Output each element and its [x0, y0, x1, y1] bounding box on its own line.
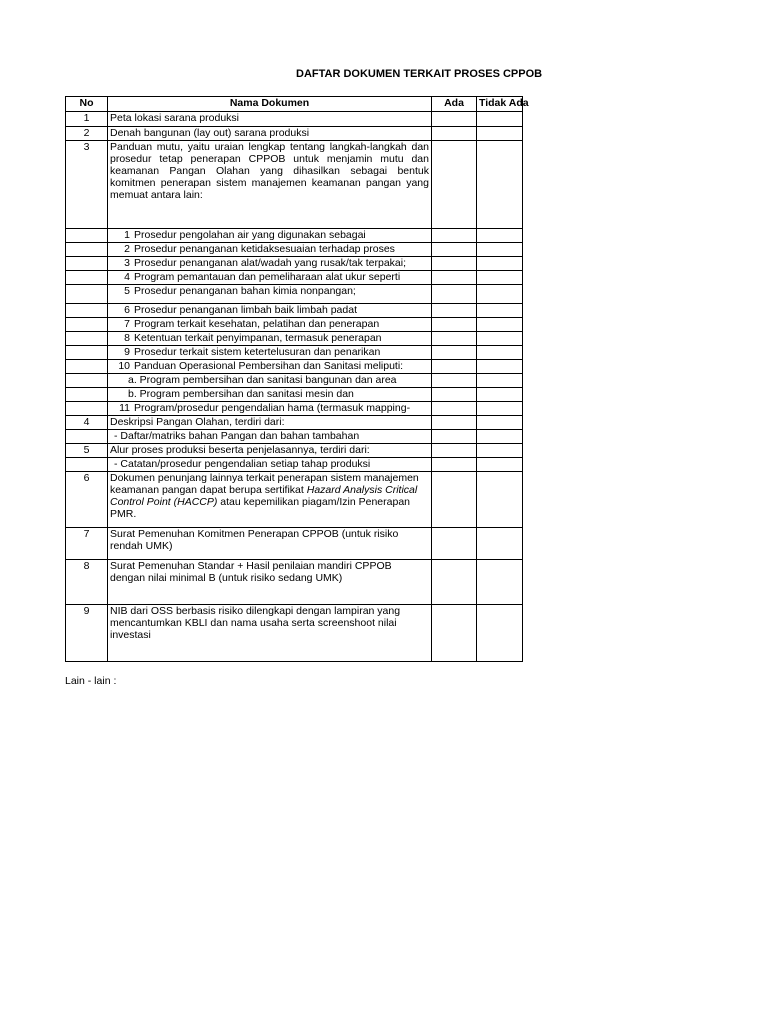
row-number: 7: [66, 528, 108, 560]
tidak-ada-cell[interactable]: [477, 332, 523, 346]
row-number: [66, 318, 108, 332]
row-number: [66, 304, 108, 318]
sub-item: - Daftar/matriks bahan Pangan dan bahan tambahan: [108, 430, 432, 444]
ada-cell[interactable]: [432, 402, 477, 416]
row-number: [66, 458, 108, 472]
row-number: 2: [66, 127, 108, 141]
tidak-ada-cell[interactable]: [477, 127, 523, 141]
tidak-ada-cell[interactable]: [477, 374, 523, 388]
row-number: [66, 229, 108, 243]
sub-item: 4 Program pemantauan dan pemeliharaan alat ukur seperti: [108, 271, 432, 285]
sub-item: 8 Ketentuan terkait penyimpanan, termasuk penerapan: [108, 332, 432, 346]
ada-cell[interactable]: [432, 243, 477, 257]
row-number: 5: [66, 444, 108, 458]
row-number: [66, 271, 108, 285]
row-number: 9: [66, 605, 108, 662]
document-name: Denah bangunan (lay out) sarana produksi: [108, 127, 432, 141]
tidak-ada-cell[interactable]: [477, 112, 523, 127]
row-number: [66, 346, 108, 360]
tidak-ada-cell[interactable]: [477, 402, 523, 416]
table-row: [66, 243, 523, 257]
row-number: 4: [66, 416, 108, 430]
table-row: [66, 605, 523, 662]
table-row: [66, 112, 523, 127]
ada-cell[interactable]: [432, 285, 477, 304]
tidak-ada-cell[interactable]: [477, 141, 523, 229]
table-row: [66, 402, 523, 416]
ada-cell[interactable]: [432, 304, 477, 318]
ada-cell[interactable]: [432, 127, 477, 141]
document-name: Alur proses produksi beserta penjelasannya, terdiri dari:: [108, 444, 432, 458]
table-header-row: [66, 97, 523, 112]
header-tidak-ada: Tidak Ada: [477, 97, 523, 112]
table-row: [66, 304, 523, 318]
document-name: Panduan mutu, yaitu uraian lengkap tentang langkah-langkah dan prosedur tetap penerapan CPPOB untuk menjamin mutu dan keamanan Pangan Olahan yang dihasilkan sebagai bentuk komitmen penerapan sistem manajemen keamanan pangan yang memuat antara lain:: [108, 141, 432, 229]
row-number: [66, 360, 108, 374]
sub-item: 7 Program terkait kesehatan, pelatihan dan penerapan: [108, 318, 432, 332]
table-row: [66, 318, 523, 332]
table-row: [66, 416, 523, 430]
sub-item: 5 Prosedur penanganan bahan kimia nonpangan;: [108, 285, 432, 304]
ada-cell[interactable]: [432, 472, 477, 528]
row-number: [66, 257, 108, 271]
ada-cell[interactable]: [432, 229, 477, 243]
row-number: [66, 388, 108, 402]
sub-item: 11 Program/prosedur pengendalian hama (termasuk mapping-: [108, 402, 432, 416]
tidak-ada-cell[interactable]: [477, 458, 523, 472]
tidak-ada-cell[interactable]: [477, 388, 523, 402]
sub-item: 3 Prosedur penanganan alat/wadah yang rusak/tak terpakai;: [108, 257, 432, 271]
ada-cell[interactable]: [432, 257, 477, 271]
ada-cell[interactable]: [432, 141, 477, 229]
tidak-ada-cell[interactable]: [477, 229, 523, 243]
document-name: Surat Pemenuhan Standar + Hasil penilaian mandiri CPPOB dengan nilai minimal B (untuk risiko sedang UMK): [108, 560, 432, 605]
table-row: [66, 332, 523, 346]
tidak-ada-cell[interactable]: [477, 360, 523, 374]
tidak-ada-cell[interactable]: [477, 472, 523, 528]
table-row: [66, 560, 523, 605]
ada-cell[interactable]: [432, 430, 477, 444]
ada-cell[interactable]: [432, 374, 477, 388]
row-number: 6: [66, 472, 108, 528]
header-no: No: [66, 97, 108, 112]
ada-cell[interactable]: [432, 444, 477, 458]
footer-note: Lain - lain :: [65, 675, 117, 687]
row-number: 8: [66, 560, 108, 605]
table-row: [66, 388, 523, 402]
tidak-ada-cell[interactable]: [477, 444, 523, 458]
table-row: [66, 528, 523, 560]
sub-item: 9 Prosedur terkait sistem ketertelusuran dan penarikan: [108, 346, 432, 360]
document-name: NIB dari OSS berbasis risiko dilengkapi dengan lampiran yang mencantumkan KBLI dan nama usaha serta screenshoot nilai investasi: [108, 605, 432, 662]
sub-sub-item: b. Program pembersihan dan sanitasi mesin dan: [108, 388, 432, 402]
table-row: [66, 444, 523, 458]
table-row: [66, 346, 523, 360]
tidak-ada-cell[interactable]: [477, 528, 523, 560]
document-name: Deskripsi Pangan Olahan, terdiri dari:: [108, 416, 432, 430]
table-row: [66, 127, 523, 141]
tidak-ada-cell[interactable]: [477, 318, 523, 332]
table-row: [66, 229, 523, 243]
ada-cell[interactable]: [432, 271, 477, 285]
ada-cell[interactable]: [432, 416, 477, 430]
table-row: [66, 360, 523, 374]
row-number: 3: [66, 141, 108, 229]
ada-cell[interactable]: [432, 360, 477, 374]
tidak-ada-cell[interactable]: [477, 430, 523, 444]
table-row: [66, 472, 523, 528]
ada-cell[interactable]: [432, 112, 477, 127]
sub-item: 6 Prosedur penanganan limbah baik limbah padat: [108, 304, 432, 318]
document-name: Surat Pemenuhan Komitmen Penerapan CPPOB (untuk risiko rendah UMK): [108, 528, 432, 560]
sub-sub-item: a. Program pembersihan dan sanitasi bangunan dan area: [108, 374, 432, 388]
ada-cell[interactable]: [432, 560, 477, 605]
row-number: [66, 285, 108, 304]
page-title: DAFTAR DOKUMEN TERKAIT PROSES CPPOB: [296, 68, 543, 80]
table-row: [66, 374, 523, 388]
tidak-ada-cell[interactable]: [477, 416, 523, 430]
sub-item: - Catatan/prosedur pengendalian setiap tahap produksi: [108, 458, 432, 472]
ada-cell[interactable]: [432, 332, 477, 346]
document-name: Peta lokasi sarana produksi: [108, 112, 432, 127]
sub-item: 2 Prosedur penanganan ketidaksesuaian terhadap proses: [108, 243, 432, 257]
tidak-ada-cell[interactable]: [477, 346, 523, 360]
ada-cell[interactable]: [432, 528, 477, 560]
tidak-ada-cell[interactable]: [477, 243, 523, 257]
table-row: [66, 141, 523, 229]
ada-cell[interactable]: [432, 388, 477, 402]
header-ada: Ada: [432, 97, 477, 112]
header-nama-dokumen: Nama Dokumen: [108, 97, 432, 112]
sub-item: 10 Panduan Operasional Pembersihan dan Sanitasi meliputi:: [108, 360, 432, 374]
row-number: 1: [66, 112, 108, 127]
row-number: [66, 332, 108, 346]
document-name: Dokumen penunjang lainnya terkait penerapan sistem manajemen keamanan pangan dapat berupa sertifikat Hazard Analysis Critical Control Point (HACCP) atau kepemilikan piagam/Izin Penerapan PMR.: [108, 472, 432, 528]
table-row: [66, 458, 523, 472]
ada-cell[interactable]: [432, 605, 477, 662]
row-number: [66, 430, 108, 444]
ada-cell[interactable]: [432, 318, 477, 332]
tidak-ada-cell[interactable]: [477, 257, 523, 271]
document-checklist-table: [65, 96, 529, 662]
sub-item: 1 Prosedur pengolahan air yang digunakan sebagai: [108, 229, 432, 243]
table-row: [66, 285, 523, 304]
tidak-ada-cell[interactable]: [477, 560, 523, 605]
table-row: [66, 430, 523, 444]
table-row: [66, 271, 523, 285]
tidak-ada-cell[interactable]: [477, 285, 523, 304]
table-row: [66, 257, 523, 271]
row-number: [66, 374, 108, 388]
ada-cell[interactable]: [432, 458, 477, 472]
row-number: [66, 402, 108, 416]
tidak-ada-cell[interactable]: [477, 304, 523, 318]
row-number: [66, 243, 108, 257]
tidak-ada-cell[interactable]: [477, 605, 523, 662]
tidak-ada-cell[interactable]: [477, 271, 523, 285]
ada-cell[interactable]: [432, 346, 477, 360]
